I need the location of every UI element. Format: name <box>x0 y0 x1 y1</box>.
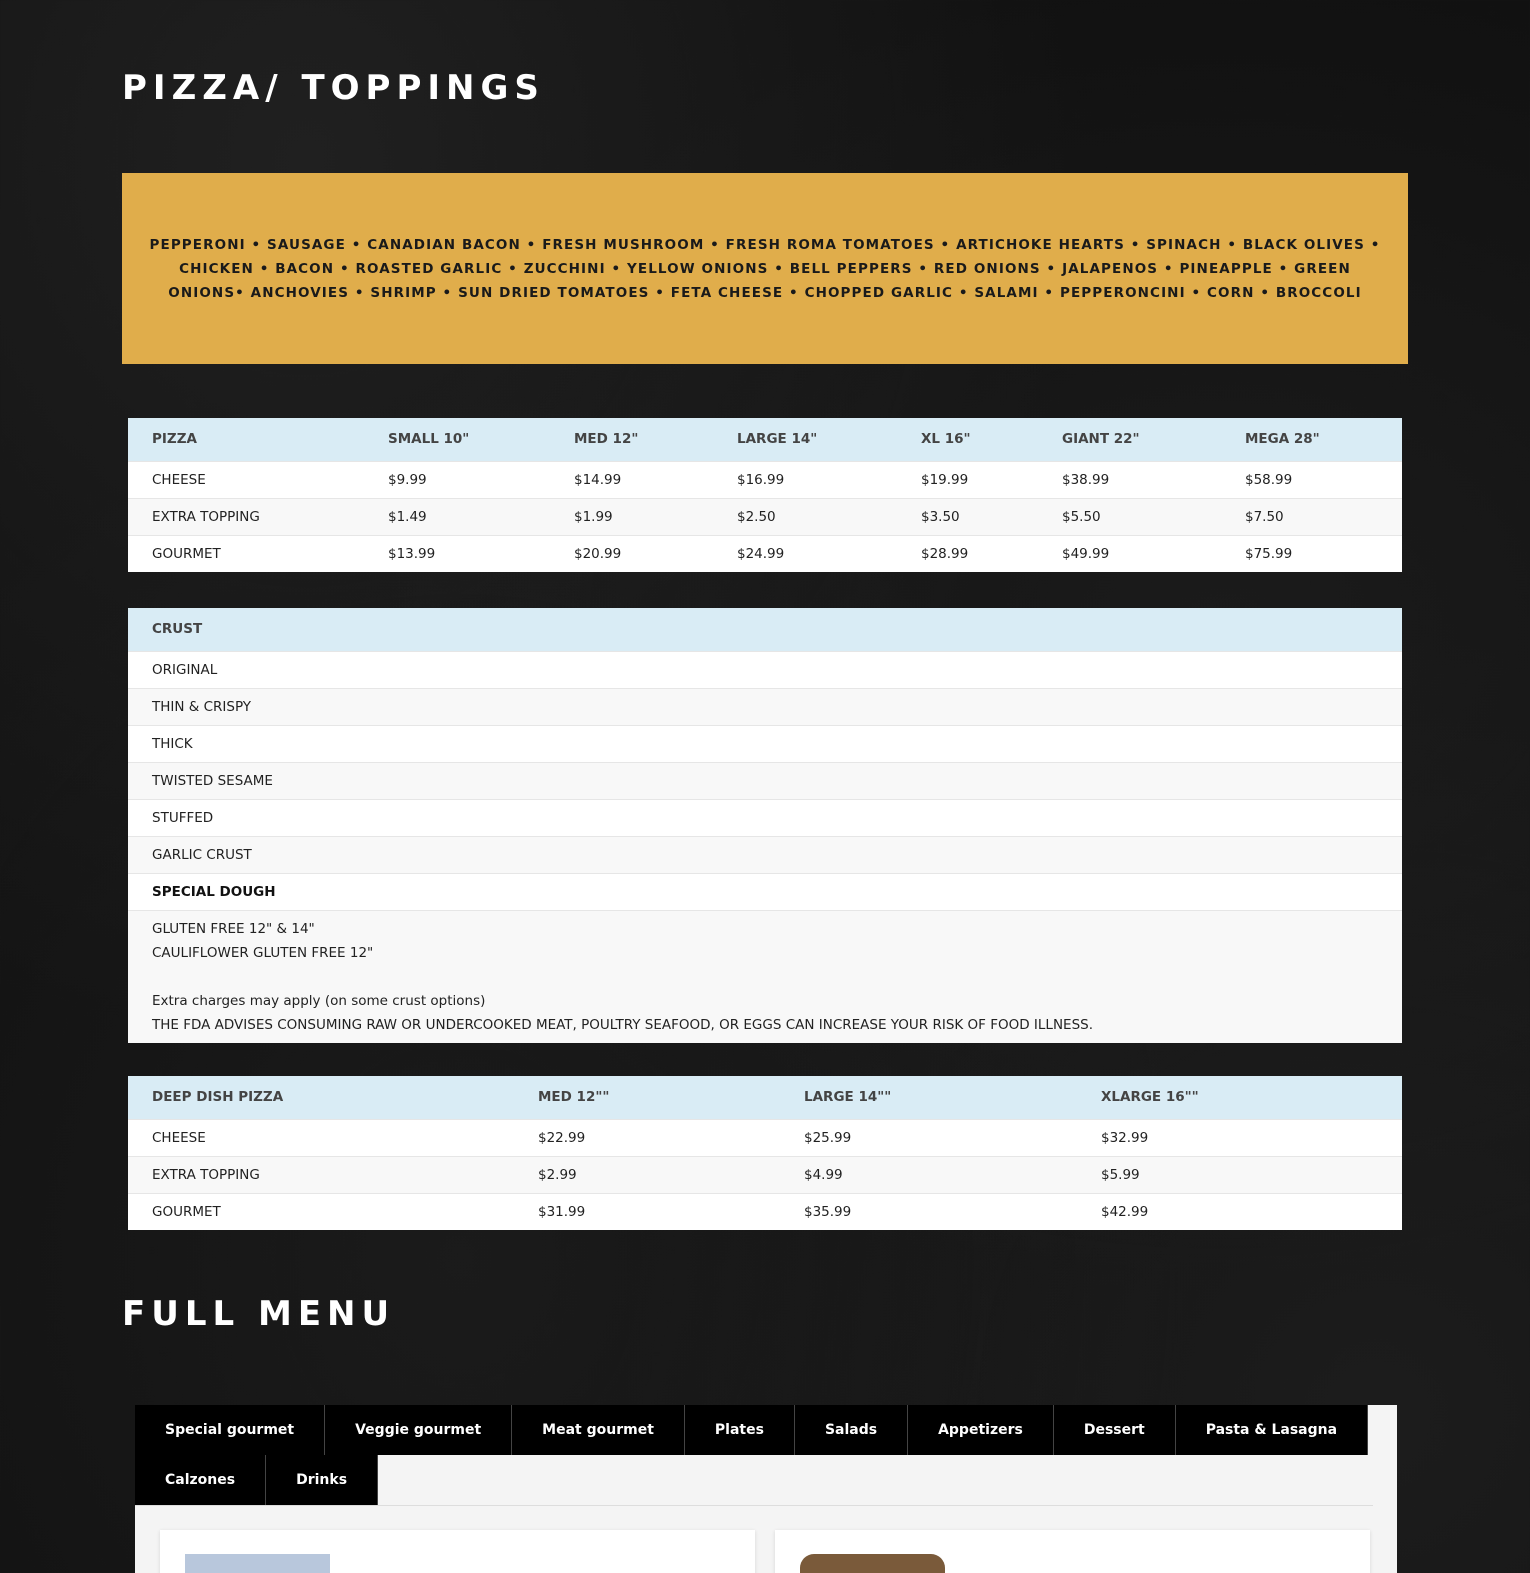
table-row <box>128 836 1402 873</box>
table-header-row <box>128 608 1402 651</box>
column-header: MED 12" <box>550 418 713 461</box>
table-cell: $2.99 <box>514 1156 780 1193</box>
table-cell: THICK <box>128 725 1402 762</box>
table-cell: $14.99 <box>550 461 713 498</box>
fda-advisory-note: THE FDA ADVISES CONSUMING RAW OR UNDERCOOKED MEAT, POULTRY SEAFOOD, OR EGGS CAN INCREASE YOUR RISK OF FOOD ILLNESS. <box>152 1016 1094 1033</box>
extra-charges-note: Extra charges may apply (on some crust options) <box>152 992 486 1009</box>
table-cell: TWISTED SESAME <box>128 762 1402 799</box>
column-header: LARGE 14"" <box>780 1076 1077 1119</box>
table-row <box>128 535 1402 572</box>
toppings-list: PEPPERONI • SAUSAGE • CANADIAN BACON • FRESH MUSHROOM • FRESH ROMA TOMATOES • ARTICHOKE HEARTS • SPINACH • BLACK OLIVES • CHICKEN • BACON • ROASTED GARLIC • ZUCCHINI • YELLOW ONIONS • BELL PEPPERS • RED ONIONS • JALAPENOS • PINEAPPLE • GREEN ONIONS• ANCHOVIES • SHRIMP • SUN DRIED TOMATOES • FETA CHEESE • CHOPPED GARLIC • SALAMI • PEPPERONCINI • CORN • BROCCOLI <box>149 236 1381 301</box>
column-header: CRUST <box>128 608 1402 651</box>
table-cell: $75.99 <box>1221 535 1402 572</box>
table-cell: $35.99 <box>780 1193 1077 1230</box>
table-cell: $7.50 <box>1221 498 1402 535</box>
table-row <box>128 1156 1402 1193</box>
table-cell: $20.99 <box>550 535 713 572</box>
pizza-price-table <box>128 418 1402 572</box>
column-header: DEEP DISH PIZZA <box>128 1076 514 1119</box>
table-cell: ORIGINAL <box>128 651 1402 688</box>
table-cell: $5.50 <box>1038 498 1221 535</box>
table-row <box>128 762 1402 799</box>
table-cell: $2.50 <box>713 498 897 535</box>
pizza-toppings-title: PIZZA/ TOPPINGS <box>122 68 545 108</box>
deep-dish-price-table <box>128 1076 1402 1230</box>
crust-table <box>128 608 1402 1043</box>
menu-item-cards <box>160 1530 1370 1573</box>
column-header: MEGA 28" <box>1221 418 1402 461</box>
table-cell: $31.99 <box>514 1193 780 1230</box>
table-cell: $25.99 <box>780 1119 1077 1156</box>
table-cell: THIN & CRISPY <box>128 688 1402 725</box>
table-cell: $4.99 <box>780 1156 1077 1193</box>
column-header: XLARGE 16"" <box>1077 1076 1402 1119</box>
tab-veggie-gourmet[interactable]: Veggie gourmet <box>325 1405 512 1455</box>
table-cell: GARLIC CRUST <box>128 836 1402 873</box>
table-cell: CHEESE <box>128 461 364 498</box>
tab-salads[interactable]: Salads <box>795 1405 908 1455</box>
table-cell: STUFFED <box>128 799 1402 836</box>
table-cell: $58.99 <box>1221 461 1402 498</box>
menu-tabs <box>135 1405 1373 1506</box>
table-row <box>128 461 1402 498</box>
table-cell: $3.50 <box>897 498 1038 535</box>
tab-meat-gourmet[interactable]: Meat gourmet <box>512 1405 685 1455</box>
full-menu-panel <box>135 1405 1397 1573</box>
table-cell: $19.99 <box>897 461 1038 498</box>
table-header-row <box>128 1076 1402 1119</box>
tab-dessert[interactable]: Dessert <box>1054 1405 1176 1455</box>
table-row <box>128 688 1402 725</box>
gluten-free-line: GLUTEN FREE 12" & 14" <box>152 920 315 937</box>
menu-item-image <box>185 1554 330 1573</box>
table-cell: $1.99 <box>550 498 713 535</box>
table-row <box>128 873 1402 910</box>
table-cell: $24.99 <box>713 535 897 572</box>
column-header: GIANT 22" <box>1038 418 1221 461</box>
table-cell: GOURMET <box>128 1193 514 1230</box>
table-cell: $5.99 <box>1077 1156 1402 1193</box>
tab-special-gourmet[interactable]: Special gourmet <box>135 1405 325 1455</box>
column-header: MED 12"" <box>514 1076 780 1119</box>
table-cell: $1.49 <box>364 498 550 535</box>
table-cell: $32.99 <box>1077 1119 1402 1156</box>
table-row <box>128 799 1402 836</box>
toppings-banner <box>122 173 1408 364</box>
table-row <box>128 498 1402 535</box>
tab-pasta-lasagna[interactable]: Pasta & Lasagna <box>1176 1405 1368 1455</box>
tab-appetizers[interactable]: Appetizers <box>908 1405 1054 1455</box>
table-header-row <box>128 418 1402 461</box>
menu-item-image <box>800 1554 945 1573</box>
menu-item-card[interactable] <box>775 1530 1370 1573</box>
tab-plates[interactable]: Plates <box>685 1405 795 1455</box>
table-row <box>128 1193 1402 1230</box>
table-cell: GOURMET <box>128 535 364 572</box>
table-cell: $22.99 <box>514 1119 780 1156</box>
table-cell: $9.99 <box>364 461 550 498</box>
menu-item-card[interactable] <box>160 1530 755 1573</box>
full-menu-title: FULL MENU <box>122 1294 396 1334</box>
table-cell: EXTRA TOPPING <box>128 1156 514 1193</box>
table-row <box>128 651 1402 688</box>
table-cell: $16.99 <box>713 461 897 498</box>
column-header: XL 16" <box>897 418 1038 461</box>
column-header: LARGE 14" <box>713 418 897 461</box>
table-cell: CHEESE <box>128 1119 514 1156</box>
tab-calzones[interactable]: Calzones <box>135 1455 266 1505</box>
table-row <box>128 725 1402 762</box>
column-header: SMALL 10" <box>364 418 550 461</box>
table-cell: EXTRA TOPPING <box>128 498 364 535</box>
column-header: PIZZA <box>128 418 364 461</box>
tab-drinks[interactable]: Drinks <box>266 1455 378 1505</box>
table-cell: $42.99 <box>1077 1193 1402 1230</box>
table-cell: $38.99 <box>1038 461 1221 498</box>
table-row <box>128 1119 1402 1156</box>
special-dough-notes <box>128 910 1402 1043</box>
special-dough-label: SPECIAL DOUGH <box>128 873 1402 910</box>
table-cell: $13.99 <box>364 535 550 572</box>
table-cell: $28.99 <box>897 535 1038 572</box>
cauliflower-line: CAULIFLOWER GLUTEN FREE 12" <box>152 944 374 961</box>
table-row <box>128 910 1402 1043</box>
table-cell: $49.99 <box>1038 535 1221 572</box>
